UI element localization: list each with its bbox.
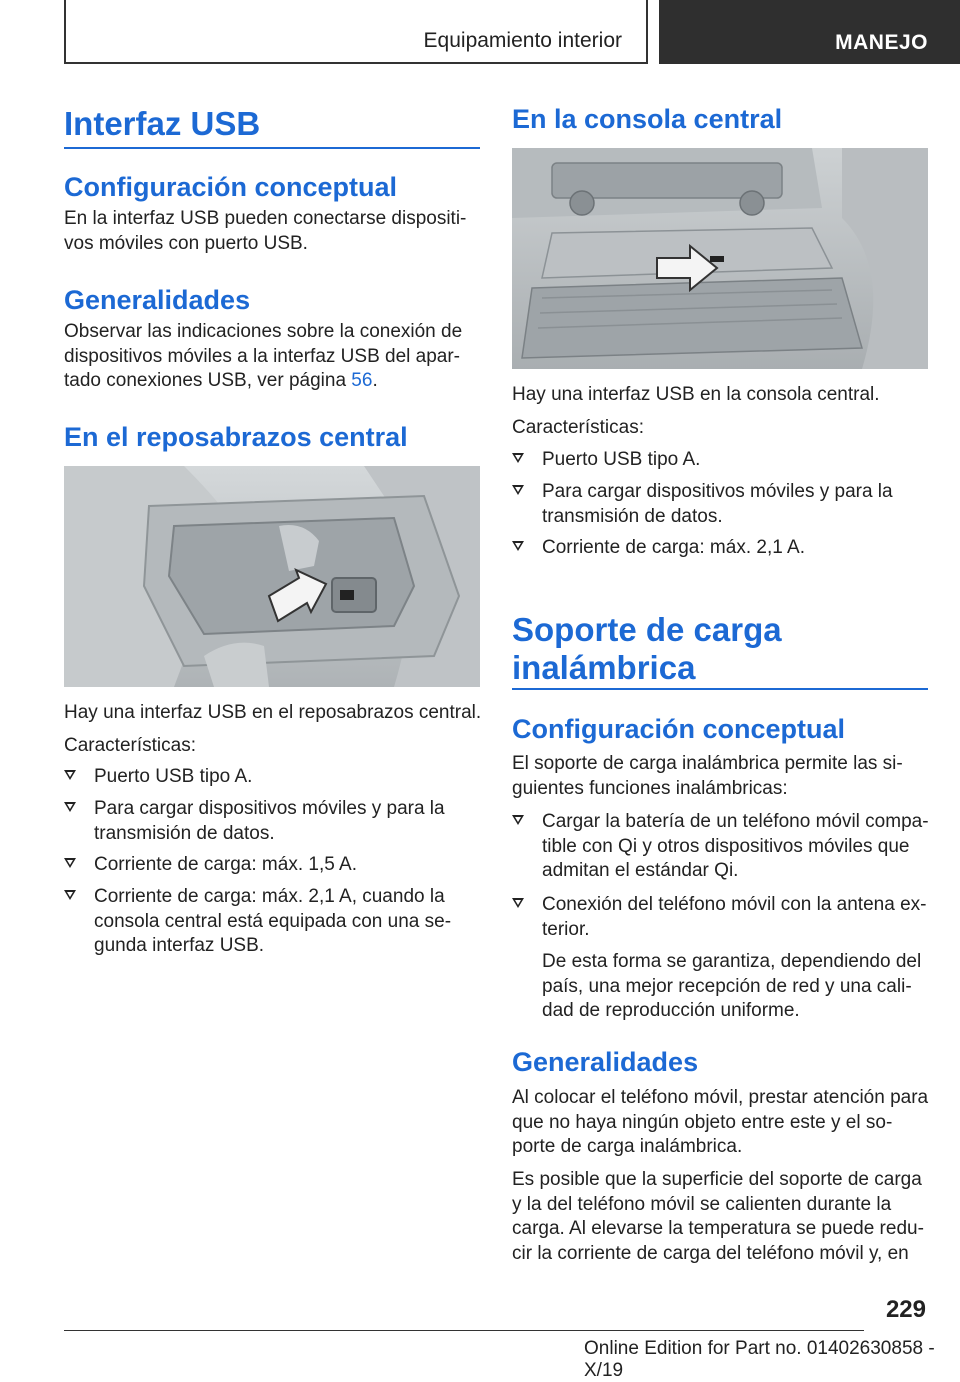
header-section-title: Equipamiento interior — [423, 29, 622, 52]
armrest-features-label: Características: — [64, 735, 196, 756]
bullet-triangle-icon — [512, 898, 524, 908]
armrest-heading: En el reposabrazos central — [64, 422, 408, 452]
bullet-triangle-icon — [64, 890, 76, 900]
list-item: Corriente de carga: máx. 1,5 A. — [94, 853, 489, 878]
list-item: Puerto USB tipo A. — [542, 448, 937, 473]
header-section-tab — [64, 0, 648, 64]
console-features-label: Características: — [512, 417, 644, 438]
concept-text: En la interfaz USB pueden conectarse dispositi‐ vos móviles con puerto USB. — [64, 208, 467, 254]
wl-concept-heading: Configuración conceptual — [512, 714, 846, 744]
header-chapter-tab — [659, 0, 960, 64]
page-title: Interfaz USB — [64, 105, 261, 142]
console-heading: En la consola central — [512, 104, 783, 134]
list-item: Puerto USB tipo A. — [94, 765, 489, 790]
page-link-56[interactable]: 56 — [351, 370, 373, 391]
title-rule — [64, 147, 480, 149]
bullet-triangle-icon — [512, 453, 524, 463]
list-item: Corriente de carga: máx. 2,1 A, cuando la consola central está equipada con una se‐ gunda interfaz USB. — [94, 885, 489, 959]
list-item: Para cargar dispositivos móviles y para la transmisión de datos. — [94, 797, 489, 846]
list-item: Conexión del teléfono móvil con la antena ex‐ terior. — [542, 893, 937, 942]
list-item: Cargar la batería de un teléfono móvil compa‐ tible con Qi y otros dispositivos móviles que admitan el estándar Qi. — [542, 810, 937, 884]
list-item: Para cargar dispositivos móviles y para la transmisión de datos. — [542, 480, 937, 529]
general-text: Observar las indicaciones sobre la conexión de dispositivos móviles a la interfaz USB del apar‐ tado conexiones USB, ver página 56. — [64, 321, 463, 391]
footer-rule — [64, 1330, 864, 1331]
edition-note: Online Edition for Part no. 01402630858 - X/19 — [584, 1338, 935, 1381]
concept-heading: Configuración conceptual — [64, 172, 398, 202]
wl-subparagraph: De esta forma se garantiza, dependiendo del país, una mejor recepción de red y una cali‐ dad de reproducción uniforme. — [542, 951, 922, 1021]
wl-general-text-2: Es posible que la superficie del soporte de carga y la del teléfono móvil se calienten durante la carga. Al elevarse la temperatura se puede redu‐ cir la corriente de carga del teléfono móvil y, en — [512, 1169, 924, 1264]
bullet-triangle-icon — [64, 858, 76, 868]
bullet-triangle-icon — [512, 541, 524, 551]
console-caption: Hay una interfaz USB en la consola central. — [512, 384, 880, 405]
armrest-caption: Hay una interfaz USB en el reposabrazos central. — [64, 702, 482, 723]
armrest-usb-illustration — [64, 466, 480, 687]
console-usb-illustration — [512, 148, 928, 369]
wl-general-text-1: Al colocar el teléfono móvil, prestar atención para que no haya ningún objeto entre este y el so‐ porte de carga inalámbrica. — [512, 1087, 929, 1157]
bullet-triangle-icon — [512, 815, 524, 825]
bullet-triangle-icon — [64, 802, 76, 812]
bullet-triangle-icon — [64, 770, 76, 780]
wireless-title: Soporte de carga inalámbrica — [512, 611, 782, 686]
bullet-triangle-icon — [512, 485, 524, 495]
wireless-title-rule — [512, 688, 928, 690]
page-number: 229 — [885, 1296, 926, 1323]
list-item: Corriente de carga: máx. 2,1 A. — [542, 536, 937, 561]
general-heading: Generalidades — [64, 285, 251, 315]
wl-general-heading: Generalidades — [512, 1047, 699, 1077]
wl-concept-text: El soporte de carga inalámbrica permite las si‐ guientes funciones inalámbricas: — [512, 753, 903, 799]
header-chapter-title: MANEJO — [835, 31, 928, 54]
